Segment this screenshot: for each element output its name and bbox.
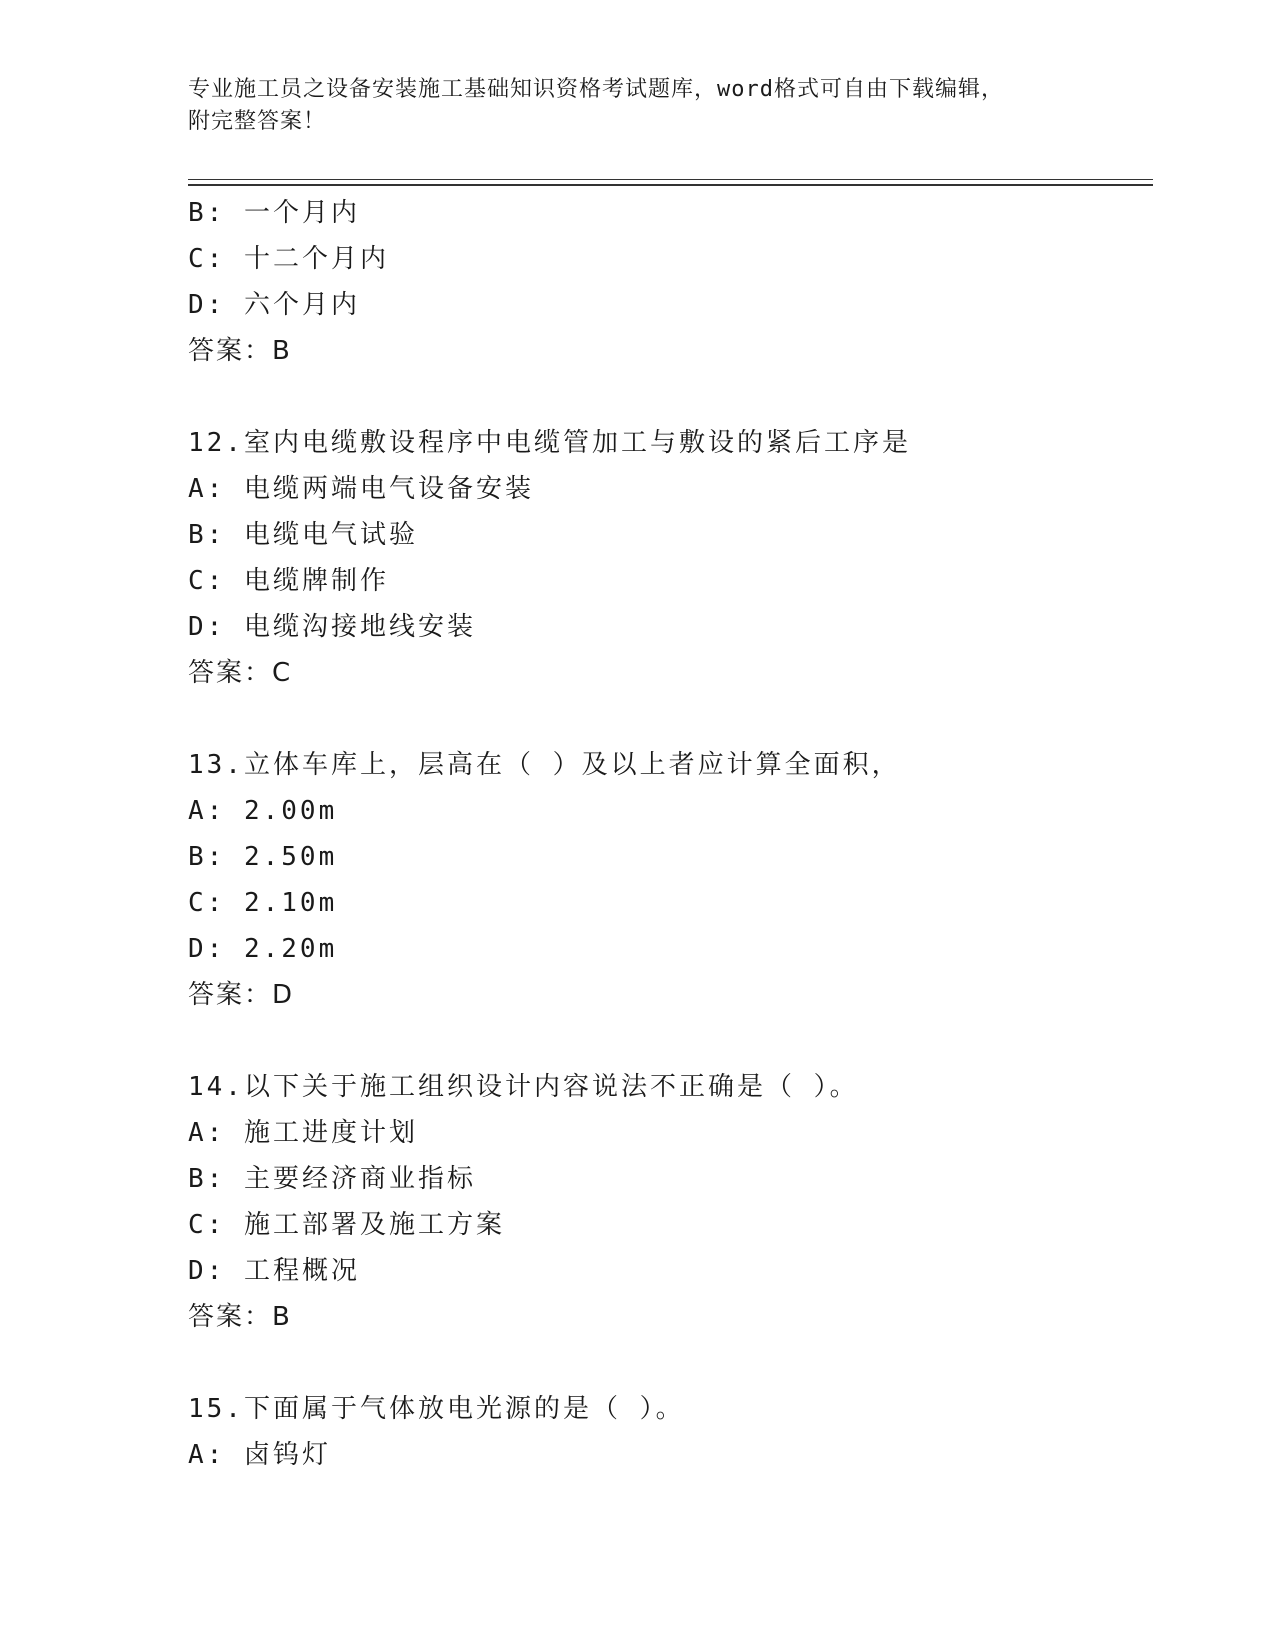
spacer [188, 696, 1148, 742]
option-d: D: 电缆沟接地线安装 [188, 612, 476, 642]
document-header [188, 74, 1088, 138]
question-13 [188, 742, 1148, 1018]
option-c: C: 施工部署及施工方案 [188, 1210, 505, 1240]
header-title-line-2: 附完整答案！ [188, 109, 327, 134]
option-b: B: 电缆电气试验 [188, 520, 418, 550]
option-c: C: 电缆牌制作 [188, 566, 389, 596]
header-divider-thick [188, 184, 1153, 186]
question-12 [188, 420, 1148, 696]
option-a: A: 施工进度计划 [188, 1118, 418, 1148]
question-stem: 13.立体车库上，层高在（ ）及以上者应计算全面积， [188, 750, 901, 780]
option-d: D: 2.20m [188, 934, 338, 964]
option-b: B: 2.50m [188, 842, 338, 872]
header-divider-thin [188, 179, 1153, 180]
question-stem: 12.室内电缆敷设程序中电缆管加工与敷设的紧后工序是 [188, 428, 911, 458]
spacer [188, 374, 1148, 420]
question-stem: 14.以下关于施工组织设计内容说法不正确是（ ）。 [188, 1072, 859, 1102]
option-c: C: 2.10m [188, 888, 338, 918]
question-continued [188, 190, 1148, 374]
question-list [188, 190, 1148, 1478]
question-stem: 15.下面属于气体放电光源的是（ ）。 [188, 1394, 685, 1424]
question-15 [188, 1386, 1148, 1478]
answer-line: 答案：B [188, 336, 292, 366]
option-b: B: 一个月内 [188, 198, 360, 228]
header-title-line-1: 专业施工员之设备安装施工基础知识资格考试题库，word格式可自由下载编辑， [188, 77, 1004, 102]
spacer [188, 1018, 1148, 1064]
option-d: D: 工程概况 [188, 1256, 360, 1286]
question-14 [188, 1064, 1148, 1340]
answer-line: 答案：B [188, 1302, 292, 1332]
answer-line: 答案：C [188, 658, 293, 688]
spacer [188, 1340, 1148, 1386]
option-a: A: 电缆两端电气设备安装 [188, 474, 534, 504]
option-a: A: 2.00m [188, 796, 338, 826]
option-a: A: 卤钨灯 [188, 1440, 331, 1470]
answer-line: 答案：D [188, 980, 295, 1010]
option-d: D: 六个月内 [188, 290, 360, 320]
option-b: B: 主要经济商业指标 [188, 1164, 476, 1194]
option-c: C: 十二个月内 [188, 244, 389, 274]
